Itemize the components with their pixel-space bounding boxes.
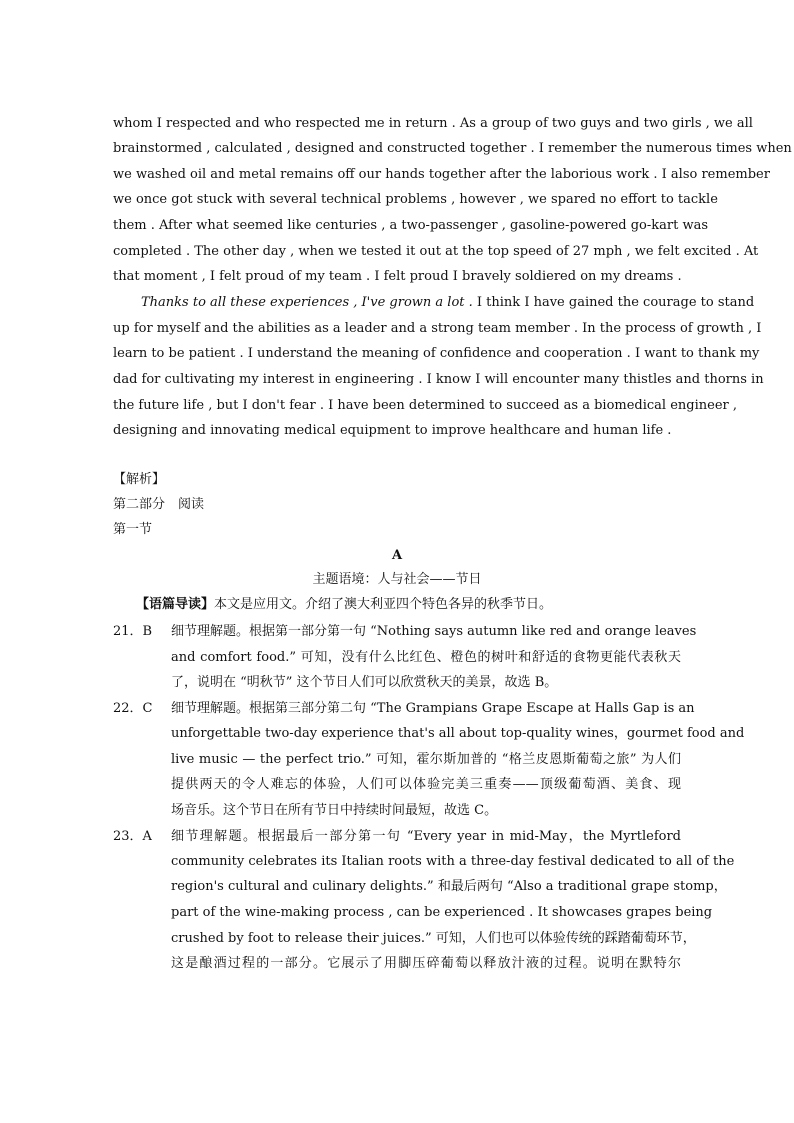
answer-line: region's cultural and culinary delights.” 和最后两句 “Also a traditional grape stomp， <box>171 879 727 894</box>
part-heading: 第二部分 阅读 <box>113 497 205 512</box>
answer-line: crushed by foot to release their juices.” 可知，人们也可以体验传统的踩踏葡萄环节， <box>171 931 696 946</box>
answer-number: 21．B <box>113 624 153 639</box>
essay-line: we washed oil and metal remains off our hands together after the laborious work . I also remember <box>113 167 770 182</box>
answer-line: 了，说明在 “明秋节” 这个节日人们可以欣赏秋天的美景，故选 B。 <box>171 675 558 690</box>
essay-italic-phrase: Thanks to all these experiences , I've grown a lot . <box>141 295 473 310</box>
analysis-heading: 【解析】 <box>113 472 166 487</box>
essay-line: the future life , but I don't fear . I have been determined to succeed as a biomedical engineer , <box>113 398 737 413</box>
essay-line: we once got stuck with several technical problems , however , we spared no effort to tackle <box>113 192 718 207</box>
answer-line: 细节理解题。根据第一部分第一句 “Nothing says autumn like red and orange leaves <box>171 624 697 639</box>
section-heading: 第一节 <box>113 522 153 537</box>
answer-number: 23．A <box>113 829 152 844</box>
essay-line: learn to be patient . I understand the meaning of confidence and cooperation . I want to thank my <box>113 346 760 361</box>
essay-line: dad for cultivating my interest in engineering . I know I will encounter many thistles and thorns in <box>113 372 764 387</box>
guide-text: 本文是应用文。介绍了澳大利亚四个特色各异的秋季节日。 <box>214 597 553 612</box>
answer-line: part of the wine-making process , can be experienced . It showcases grapes being <box>171 905 713 920</box>
answer-line: 提供两天的令人难忘的体验，人们可以体验完美三重奏——顶级葡萄酒、美食、现 <box>171 777 681 792</box>
essay-line: whom I respected and who respected me in return . As a group of two guys and two girls , we all <box>113 116 753 131</box>
answer-line: unforgettable two-day experience that's all about top-quality wines，gourmet food and <box>171 726 745 741</box>
answer-line: 细节理解题。根据最后一部分第一句 “Every year in mid-May，the Myrtleford <box>171 829 681 844</box>
essay-line: brainstormed , calculated , designed and constructed together . I remember the numerous times when <box>113 141 792 156</box>
passage-label: A <box>391 548 403 563</box>
answer-line: 细节理解题。根据第三部分第二句 “The Grampians Grape Escape at Halls Gap is an <box>171 701 695 716</box>
essay-line-rest: I think I have gained the courage to stand <box>472 295 755 310</box>
answer-line: 场音乐。这个节日在所有节日中持续时间最短，故选 C。 <box>171 803 498 818</box>
answer-number: 22．C <box>113 701 153 716</box>
theme-line: 主题语境：人与社会——节日 <box>312 572 482 587</box>
answer-line: community celebrates its Italian roots with a three-day festival dedicated to all of the <box>171 854 735 869</box>
essay-line <box>141 294 755 312</box>
essay-line: up for myself and the abilities as a leader and a strong team member . In the process of growth , I <box>113 321 762 336</box>
answer-line: live music — the perfect trio.” 可知，霍尔斯加普的 “格兰皮恩斯葡萄之旅” 为人们 <box>171 752 681 767</box>
answer-line: and comfort food.” 可知，没有什么比红色、橙色的树叶和舒适的食物更能代表秋天 <box>171 650 681 665</box>
guide-line <box>136 596 681 614</box>
essay-line: them . After what seemed like centuries , a two-passenger , gasoline-powered go-kart was <box>113 218 709 233</box>
essay-line: that moment , I felt proud of my team . I felt proud I bravely soldiered on my dreams . <box>113 269 682 284</box>
essay-line: completed . The other day , when we tested it out at the top speed of 27 mph , we felt excited . At <box>113 244 759 259</box>
guide-label: 【语篇导读】 <box>136 597 215 612</box>
essay-line: designing and innovating medical equipment to improve healthcare and human life . <box>113 423 672 438</box>
answer-line: 这是酿酒过程的一部分。它展示了用脚压碎葡萄以释放汁液的过程。说明在默特尔 <box>171 956 681 971</box>
